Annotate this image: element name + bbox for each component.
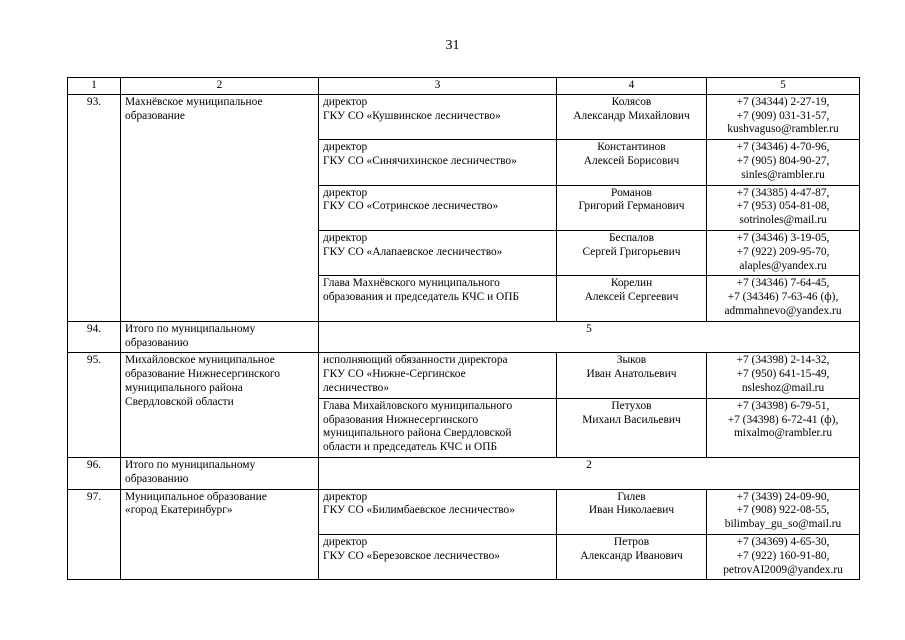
text-line: образования и председатель КЧС и ОПБ [323,291,520,304]
contacts-cell [707,94,860,139]
text-line: Свердловской области [125,395,234,408]
total-row [68,321,860,353]
person-name-cell [557,185,707,230]
text-line: sotrinoles@mail.ru [739,214,827,227]
text-line: +7 (909) 031-31-57, [736,109,830,122]
total-value: 2 [319,457,860,489]
text-line: ГКУ СО «Синячихинское лесничество» [323,154,517,167]
text-line: +7 (3439) 24-09-90, [736,490,830,503]
text-line: «город Екатеринбург» [125,504,233,517]
text-line: sinles@rambler.ru [741,168,825,181]
table-row [68,489,860,534]
total-label [121,457,319,489]
position-cell [319,353,557,398]
text-line: Зыков [616,354,647,367]
text-line: Беспалов [609,231,654,244]
contacts-cell [707,276,860,321]
header-cell: 2 [121,78,319,95]
contacts-cell [707,230,860,275]
municipality-cell [121,94,319,321]
total-value: 5 [319,321,860,353]
person-name-cell [557,230,707,275]
text-line: mixalmo@rambler.ru [733,427,833,440]
text-line: Колясов [611,95,652,108]
position-cell [319,276,557,321]
text-line: +7 (922) 209-95-70, [736,245,830,258]
text-line: Итого по муниципальному [125,322,256,335]
text-line: образованию [125,472,189,485]
text-line: Махнёвское муниципальное [125,95,263,108]
text-line: образованию [125,336,189,349]
text-line: ГКУ СО «Билимбаевское лесничество» [323,504,515,517]
text-line: образования Нижнесергинского [323,413,479,426]
text-line: bilimbay_gu_so@mail.ru [724,518,842,531]
text-line: лесничество» [323,381,390,394]
text-line: муниципального района Свердловской [323,427,512,440]
table-body [68,78,860,580]
table-row [68,94,860,139]
municipality-cell [121,489,319,580]
text-line: ГКУ СО «Сотринское лесничество» [323,200,499,213]
text-line: Григорий Германович [578,200,685,213]
text-line: +7 (950) 641-15-49, [736,368,830,381]
page-number: 31 [445,38,460,53]
text-line: +7 (34346) 7-63-46 (ф), [727,291,839,304]
text-line: образование Нижнесергинского [125,368,280,381]
position-cell [319,230,557,275]
text-line: +7 (34398) 6-72-41 (ф), [727,413,839,426]
text-line: +7 (953) 054-81-08, [736,200,830,213]
total-row [68,457,860,489]
text-line: Корелин [610,277,653,290]
text-line: +7 (34346) 4-70-96, [736,141,830,154]
text-line: муниципального района [125,381,243,394]
text-line: Петров [613,535,650,548]
position-cell [319,94,557,139]
text-line: исполняющий обязанности директора [323,354,508,367]
text-line: kushvaguso@rambler.ru [727,123,839,136]
text-line: +7 (34369) 4-65-30, [736,535,830,548]
person-name-cell [557,534,707,579]
text-line: директор [323,141,368,154]
text-line: Алексей Сергеевич [584,291,679,304]
position-cell [319,140,557,185]
text-line: +7 (34344) 2-27-19, [736,95,830,108]
row-number: 97. [68,489,121,580]
text-line: ГКУ СО «Кушвинское лесничество» [323,109,501,122]
position-cell [319,534,557,579]
text-line: Гилев [617,490,646,503]
text-line: ГКУ СО «Нижне-Сергинское [323,368,466,381]
text-line: petrovAI2009@yandex.ru [723,563,843,576]
text-line: Романов [611,186,652,199]
text-line: Александр Михайлович [573,109,690,122]
text-line: +7 (908) 922-08-55, [736,504,830,517]
text-line: Иван Николаевич [588,504,675,517]
text-line: +7 (34346) 3-19-05, [736,231,830,244]
person-name-cell [557,398,707,457]
text-line: nsleshoz@mail.ru [741,381,825,394]
text-line: Глава Михайловского муниципального [323,399,513,412]
person-name-cell [557,276,707,321]
position-cell [319,398,557,457]
contacts-cell [707,489,860,534]
header-row [68,78,860,95]
text-line: ГКУ СО «Березовское лесничество» [323,549,500,562]
text-line: Итого по муниципальному [125,458,256,471]
position-cell [319,185,557,230]
text-line: Петухов [611,399,652,412]
text-line: Михаил Васильевич [582,413,681,426]
contacts-cell [707,534,860,579]
text-line: alaples@yandex.ru [739,259,827,272]
text-line: Иван Анатольевич [586,368,677,381]
total-label [121,321,319,353]
row-number: 94. [68,321,121,353]
position-cell [319,489,557,534]
text-line: директор [323,231,368,244]
row-number: 95. [68,353,121,458]
row-number: 93. [68,94,121,321]
text-line: Сергей Григорьевич [582,245,681,258]
text-line: Алексей Борисович [583,154,680,167]
table-row [68,353,860,398]
text-line: +7 (34385) 4-47-87, [736,186,830,199]
text-line: ГКУ СО «Алапаевское лесничество» [323,245,503,258]
text-line: Александр Иванович [580,549,683,562]
text-line: образование [125,109,185,122]
contacts-table [67,77,860,580]
text-line: директор [323,186,368,199]
person-name-cell [557,353,707,398]
header-cell: 1 [68,78,121,95]
text-line: +7 (34398) 6-79-51, [736,399,830,412]
contacts-cell [707,353,860,398]
text-line: Михайловское муниципальное [125,354,275,367]
header-cell: 3 [319,78,557,95]
header-cell: 5 [707,78,860,95]
contacts-cell [707,398,860,457]
person-name-cell [557,489,707,534]
person-name-cell [557,94,707,139]
text-line: области и председатель КЧС и ОПБ [323,441,498,454]
header-cell: 4 [557,78,707,95]
row-number: 96. [68,457,121,489]
text-line: +7 (922) 160-91-80, [736,549,830,562]
contacts-cell [707,185,860,230]
municipality-cell [121,353,319,458]
text-line: директор [323,95,368,108]
text-line: Константинов [597,141,666,154]
text-line: Глава Махнёвского муниципального [323,277,500,290]
text-line: +7 (34346) 7-64-45, [736,277,830,290]
text-line: +7 (34398) 2-14-32, [736,354,830,367]
text-line: директор [323,490,368,503]
text-line: Муниципальное образование [125,490,267,503]
text-line: +7 (905) 804-90-27, [736,154,830,167]
text-line: директор [323,535,368,548]
text-line: admmahnevo@yandex.ru [724,304,842,317]
person-name-cell [557,140,707,185]
contacts-cell [707,140,860,185]
